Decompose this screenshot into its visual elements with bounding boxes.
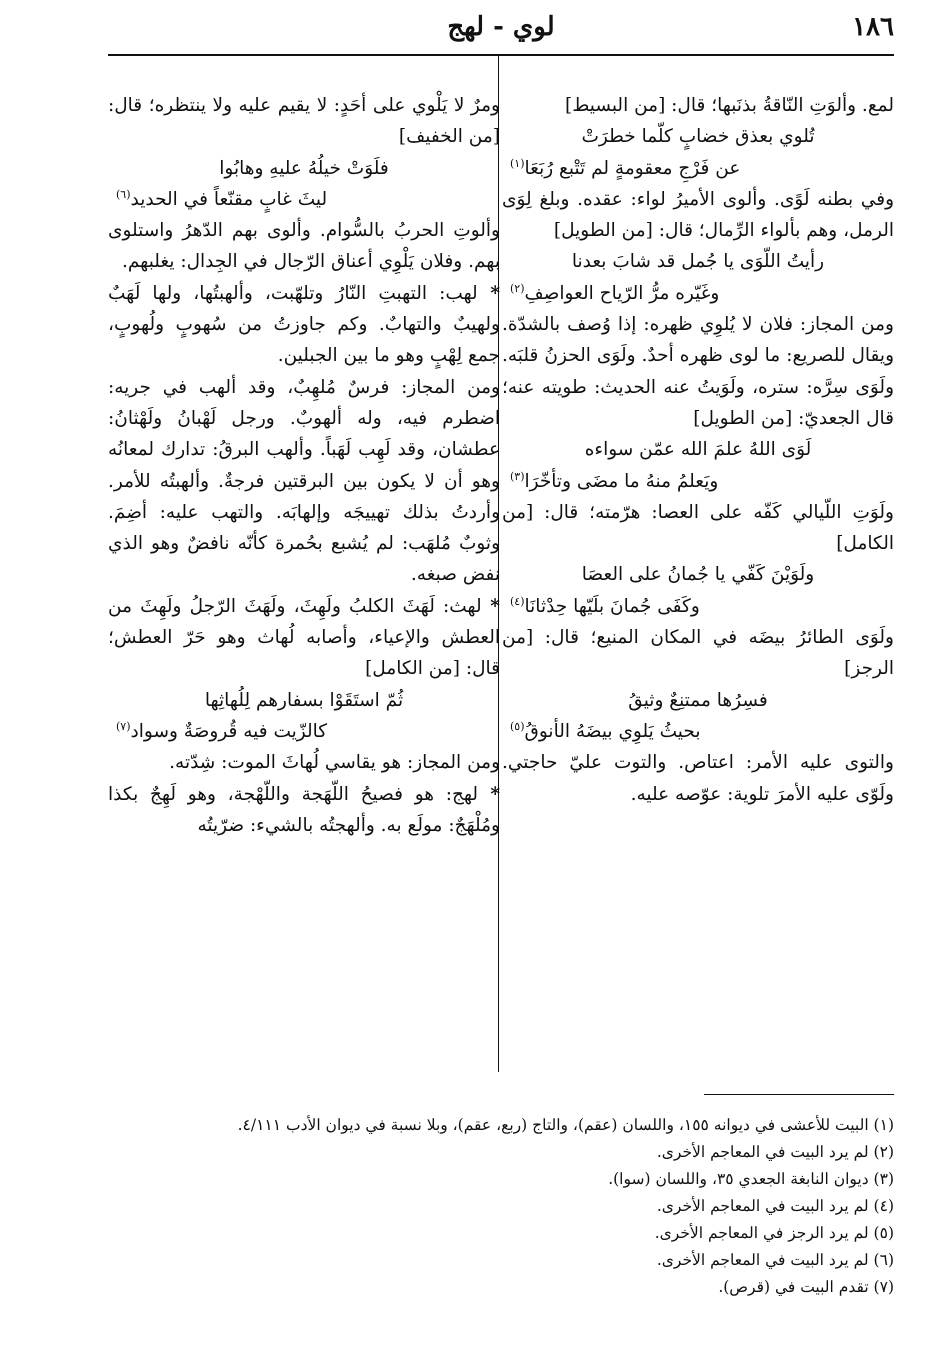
entry-star: * bbox=[477, 282, 500, 304]
entry-star: * bbox=[481, 595, 500, 617]
text-run: ثُمّ استَقَوْا بسفارهم لِلُهاثِها bbox=[204, 689, 404, 711]
text-run: فلَوَتْ خيلُهُ عليهِ وهابُوا bbox=[219, 157, 389, 179]
footnote-ref: (٦) bbox=[116, 187, 131, 201]
text-run: لهث: لَهَثَ الكلبُ ولَهِثَ، ولَهَثَ الرّجلُ ولَهِثَ من العطش والإعياء، وأصابه لُهاث وهو حَرّ العطش؛ قال: [من الكامل] bbox=[108, 595, 500, 680]
paragraph bbox=[502, 747, 894, 810]
text-run: عن فَرْجِ معقومةٍ لم تَتْبع رُبَعَا bbox=[524, 157, 741, 179]
text-run: ولَوَى الطائرُ بيضَه في المكان المنيع؛ قال: [من الرجز] bbox=[502, 627, 894, 680]
text-run: ومن المجاز: هو يقاسي لُهاثَ الموت: شِدّته. bbox=[169, 752, 500, 774]
verse-line bbox=[108, 184, 500, 215]
paragraph bbox=[502, 90, 894, 121]
footnote-line: (٥) لم يرد الرجز في المعاجم الأخرى. bbox=[654, 1224, 894, 1242]
footnote-ref: (٤) bbox=[510, 594, 525, 608]
paragraph bbox=[502, 622, 894, 685]
header-rule bbox=[108, 54, 894, 56]
text-run: وفي بطنه لَوًى. وألوى الأميرُ لواء: عقده. وبلغ لِوَى الرمل، وهم بألواء الرِّمال؛ قال: [من الطويل] bbox=[502, 188, 894, 242]
text-run: ولَوَتِ اللّيالي كَفّه على العصا: هرّمته؛ قال: [من الكامل] bbox=[502, 501, 894, 555]
footnote-ref: (٥) bbox=[510, 719, 525, 733]
text-run: تُلوي بعذق خضابٍ كلّما خطرَتْ bbox=[581, 126, 815, 148]
text-run: ولَوَيْنَ كَفّي يا جُمانُ على العصَا bbox=[581, 564, 815, 586]
footnote-ref: (٢) bbox=[510, 281, 525, 295]
footnote-line: (١) البيت للأعشى في ديوانه ١٥٥، واللسان (عقم)، والتاج (ربع، عقم)، وبلا نسبة في ديوان الأدب ٤/١١١. bbox=[237, 1116, 894, 1134]
footnote-ref: (٣) bbox=[510, 469, 525, 483]
dictionary-entry bbox=[108, 278, 500, 372]
text-run: ومن المجاز: فلان لا يُلوِي ظهره: إذا وُصف بالشدّة. ويقال للصريع: ما لوى ظهره أحدٌ. ولَوَى الحزنُ قلبَه. ولَوَى سِرَّه: ستره، ولَوَيتُ عنه الحديث: طويته عنه؛ قال الجعديّ: [من الطويل] bbox=[502, 314, 894, 429]
verse-line bbox=[502, 246, 894, 277]
verse-line bbox=[502, 278, 894, 309]
footnote-line: (٢) لم يرد البيت في المعاجم الأخرى. bbox=[656, 1143, 894, 1161]
running-title: لوي - لهج bbox=[447, 12, 555, 42]
verse-line bbox=[502, 685, 894, 716]
text-run: والتوى عليه الأمر: اعتاص. والتوت عليّ حاجتي. ولَوّى عليه الأمرَ تلوية: عوّصه عليه. bbox=[502, 752, 894, 805]
dictionary-entry bbox=[108, 591, 500, 685]
footnotes bbox=[108, 1112, 894, 1301]
right-column bbox=[502, 90, 894, 1070]
text-run: لهب: التهبتِ النّارُ وتلهّبت، وألهبتُها، ولها لَهَبٌ ولهيبٌ والتهابٌ. وكم جاوزتُ من سُهوبٍ ولُهوبٍ، جمع لِهْبٍ وهو ما بين الجبلين. bbox=[108, 282, 500, 367]
text-run: وغَيّره مرُّ الرّياح العواصِفِ bbox=[524, 282, 720, 304]
footnote-ref: (٧) bbox=[116, 719, 131, 733]
text-run: لمع. وألوَتِ النّاقةُ بذنَبها؛ قال: [من البسيط] bbox=[564, 95, 894, 116]
dictionary-entry bbox=[108, 779, 500, 842]
verse-line bbox=[502, 559, 894, 590]
paragraph bbox=[108, 372, 500, 591]
text-run: لَوَى اللهُ علمَ الله عمّن سواءه bbox=[584, 439, 812, 461]
text-run: ليثَ غابٍ مقنّعاً في الحديد bbox=[130, 188, 328, 210]
page-number: ١٨٦ bbox=[852, 12, 894, 42]
footnote-ref: (١) bbox=[510, 156, 525, 170]
paragraph bbox=[502, 184, 894, 247]
footnote-rule bbox=[704, 1094, 894, 1095]
footnote-line: (٤) لم يرد البيت في المعاجم الأخرى. bbox=[656, 1197, 894, 1215]
text-run: وألوتِ الحربُ بالسُّوام. وألوى بهم الدّهرُ واستلوى بهم. وفلان يَلْوِي أعناق الرّجال في الجِدال: يغلبهم. bbox=[108, 220, 500, 273]
footnote-line: (٦) لم يرد البيت في المعاجم الأخرى. bbox=[656, 1251, 894, 1269]
paragraph bbox=[108, 215, 500, 278]
entry-star: * bbox=[478, 783, 500, 805]
text-run: ومن المجاز: فرسٌ مُلهِبٌ، وقد ألهب في جريه: اضطرم فيه، وله ألهوبٌ. ورجل لَهْبانُ ولَهْثانُ: عطشان، وقد لَهِب لَهَباً. وألهب البرقُ: تدارك لمعانُه وهو أن لا يكون بين البرقتين فرجةٌ. وألهبتُه للأمر. وأردتُ بذلك تهييجَه وإلهابَه. والتهب عليه: أضِمَ. وثوبٌ مُلهَب: لم يُشبع بحُمرة كأنّه نافضٌ وهو الذي نفض صبغه. bbox=[108, 376, 500, 586]
text-run: ومرٌ لا يَلْوي على أحَدٍ: لا يقيم عليه ولا ينتظره؛ قال: [من الخفيف] bbox=[108, 95, 500, 148]
footnote-line: (٣) ديوان النابغة الجعدي ٣٥، واللسان (سوا). bbox=[608, 1170, 894, 1188]
verse-line bbox=[502, 121, 894, 152]
text-run: رأيتُ اللّوَى يا جُمل قد شابَ بعدنا bbox=[571, 251, 825, 273]
footnote-line: (٧) تقدم البيت في (قرص). bbox=[718, 1278, 894, 1296]
text-run: كالزّيت فيه قُروصَةٌ وسواد bbox=[130, 720, 328, 742]
text-run: لهج: هو فصيحُ اللّهَجة واللّهْجة، وهو لَهِجٌ بكذا ومُلْهَجٌ: مولَع به. وألهجتُه بالشيء: ضرّيتُه bbox=[108, 783, 500, 836]
paragraph bbox=[502, 497, 894, 560]
verse-line bbox=[108, 153, 500, 184]
text-run: وكَفَى جُمانَ بلَيّها حِدْثانَا bbox=[524, 595, 700, 617]
verse-line bbox=[108, 716, 500, 747]
paragraph bbox=[502, 309, 894, 434]
verse-line bbox=[108, 685, 500, 716]
text-run: فسِرُها ممتنِعٌ وثيقُ bbox=[628, 689, 768, 711]
verse-line bbox=[502, 466, 894, 497]
page-header bbox=[108, 10, 894, 48]
verse-line bbox=[502, 591, 894, 622]
text-run: ويَعلمُ منهُ ما مضَى وتأخّرَا bbox=[524, 470, 719, 492]
verse-line bbox=[502, 716, 894, 747]
left-column bbox=[108, 90, 500, 1070]
verse-line bbox=[502, 153, 894, 184]
paragraph bbox=[108, 747, 500, 778]
verse-line bbox=[502, 434, 894, 465]
text-run: بحيثُ يَلوِي بيضَهُ الأنوقُ bbox=[524, 720, 701, 742]
paragraph bbox=[108, 90, 500, 153]
